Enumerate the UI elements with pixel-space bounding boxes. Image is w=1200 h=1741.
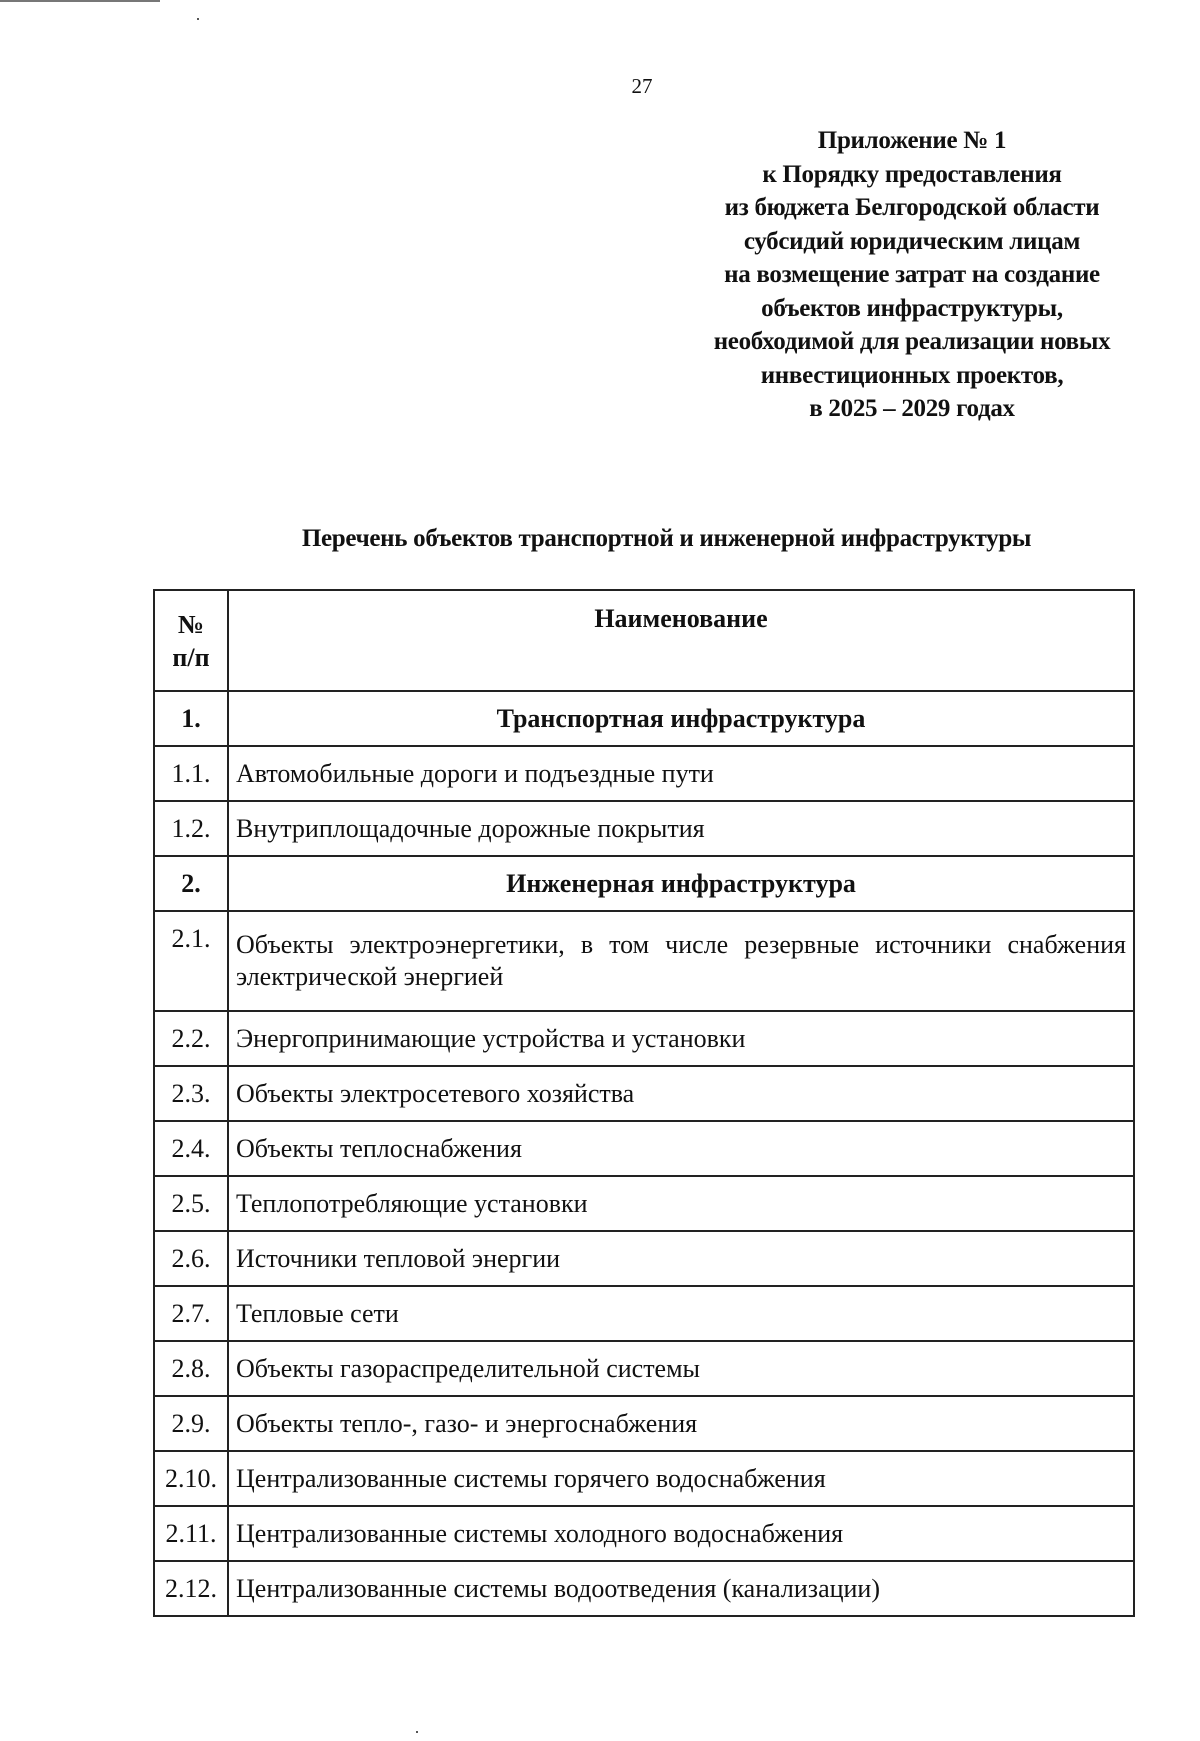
table-row	[154, 801, 1134, 856]
row-name: Объекты газораспределительной системы	[228, 1341, 1134, 1396]
row-name: Внутриплощадочные дорожные покрытия	[228, 801, 1134, 856]
row-number: 2.12.	[154, 1561, 228, 1616]
section-row	[154, 691, 1134, 746]
row-number: 1.	[154, 691, 228, 746]
table-header-row	[154, 590, 1134, 691]
table-row	[154, 1341, 1134, 1396]
appendix-line: в 2025 – 2029 годах	[809, 395, 1015, 422]
table-row	[154, 1451, 1134, 1506]
table-row	[154, 746, 1134, 801]
appendix-line: объектов инфраструктуры,	[761, 294, 1063, 322]
table-row	[154, 1286, 1134, 1341]
scan-artifact-dot	[197, 18, 199, 20]
document-title: Перечень объектов транспортной и инженерной инфраструктуры	[301, 525, 1032, 552]
scan-artifact-dot	[416, 1731, 418, 1733]
section-title: Транспортная инфраструктура	[228, 691, 1134, 746]
row-number: 2.1.	[154, 911, 228, 1011]
row-number: 2.10.	[154, 1451, 228, 1506]
row-number: 2.3.	[154, 1066, 228, 1121]
row-name: Объекты тепло-, газо- и энергоснабжения	[228, 1396, 1134, 1451]
row-name: Централизованные системы холодного водоснабжения	[228, 1506, 1134, 1561]
row-name: Централизованные системы водоотведения (канализации)	[228, 1561, 1134, 1616]
header-number-abbrev: п/п	[172, 642, 210, 672]
scan-artifact-line	[0, 0, 160, 2]
header-number-cell	[154, 590, 228, 691]
row-number: 2.7.	[154, 1286, 228, 1341]
row-name: Автомобильные дороги и подъездные пути	[228, 746, 1134, 801]
infrastructure-table	[153, 589, 1135, 1617]
table-row	[154, 1561, 1134, 1616]
table-row	[154, 1396, 1134, 1451]
row-number: 2.11.	[154, 1506, 228, 1561]
appendix-line: Приложение № 1	[817, 127, 1007, 154]
row-name: Централизованные системы горячего водоснабжения	[228, 1451, 1134, 1506]
table-row	[154, 911, 1134, 1011]
header-name-cell: Наименование	[228, 590, 1134, 691]
table-row	[154, 1231, 1134, 1286]
row-name: Теплопотребляющие установки	[228, 1176, 1134, 1231]
row-name: Тепловые сети	[228, 1286, 1134, 1341]
table-row	[154, 1121, 1134, 1176]
row-number: 1.2.	[154, 801, 228, 856]
page-number: 27	[631, 74, 653, 98]
row-number: 2.6.	[154, 1231, 228, 1286]
table-row	[154, 1506, 1134, 1561]
row-number: 2.8.	[154, 1341, 228, 1396]
row-name: Объекты теплоснабжения	[228, 1121, 1134, 1176]
section-row	[154, 856, 1134, 911]
row-name: Объекты электросетевого хозяйства	[228, 1066, 1134, 1121]
appendix-line: к Порядку предоставления	[762, 160, 1062, 188]
table-row	[154, 1011, 1134, 1066]
appendix-line: необходимой для реализации новых	[713, 328, 1111, 355]
row-number: 2.	[154, 856, 228, 911]
table-row	[154, 1176, 1134, 1231]
row-number: 1.1.	[154, 746, 228, 801]
appendix-line: субсидий юридическим лицам	[743, 227, 1081, 255]
appendix-line: на возмещение затрат на создание	[724, 261, 1100, 288]
row-name: Энергопринимающие устройства и установки	[228, 1011, 1134, 1066]
row-number: 2.4.	[154, 1121, 228, 1176]
header-number-sign: №	[177, 609, 205, 639]
row-name: Источники тепловой энергии	[228, 1231, 1134, 1286]
row-name: Объекты электроэнергетики, в том числе резервные источники снабжения электрической энергией	[228, 911, 1134, 1011]
appendix-line: из бюджета Белгородской области	[724, 194, 1100, 221]
row-number: 2.2.	[154, 1011, 228, 1066]
section-title: Инженерная инфраструктура	[228, 856, 1134, 911]
row-number: 2.5.	[154, 1176, 228, 1231]
appendix-line: инвестиционных проектов,	[760, 361, 1064, 389]
row-number: 2.9.	[154, 1396, 228, 1451]
appendix-heading	[676, 124, 1148, 426]
table-row	[154, 1066, 1134, 1121]
